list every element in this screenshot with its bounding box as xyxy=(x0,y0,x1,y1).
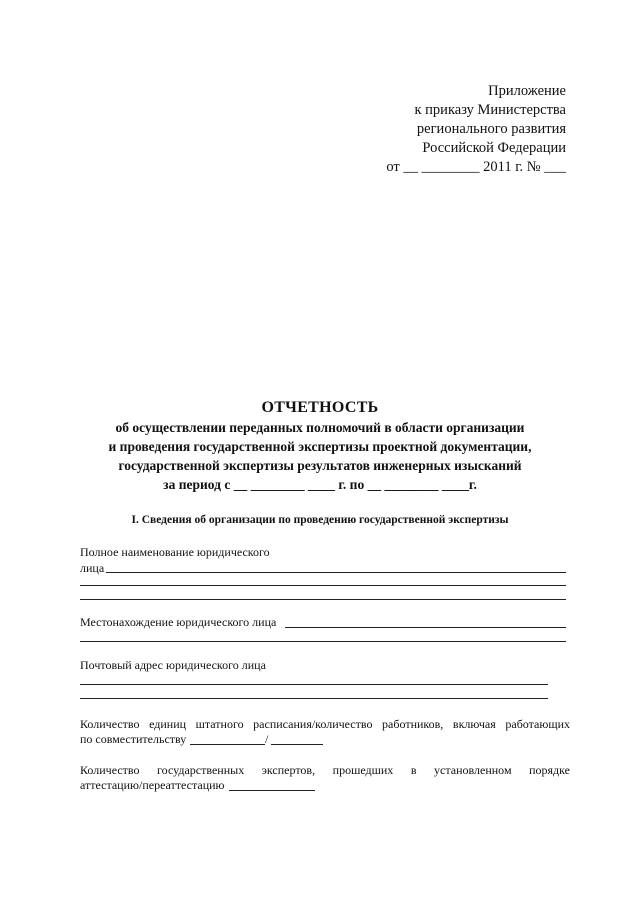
report-title: ОТЧЕТНОСТЬ xyxy=(261,399,379,416)
report-subtitle-line-3: государственной экспертизы результатов инженерных изысканий xyxy=(118,458,522,473)
full-name-input-line-2[interactable] xyxy=(80,585,566,586)
appendix-line-4: Российской Федерации xyxy=(422,140,566,156)
report-title-block xyxy=(60,398,580,494)
appendix-date-number: от __ ________ 2011 г. № ___ xyxy=(386,159,566,175)
appendix-line-3: регионального развития xyxy=(416,121,566,137)
location-label: Местонахождение юридического лица xyxy=(80,615,277,629)
full-name-label-line-1: Полное наименование юридического xyxy=(80,545,270,559)
postal-address-input-line-2[interactable] xyxy=(80,698,548,699)
appendix-line-2: к приказу Министерства xyxy=(414,102,566,118)
staff-employees-input[interactable] xyxy=(271,744,323,745)
report-period: за период с __ ________ ____ г. по __ ________ ____г. xyxy=(163,477,477,492)
staff-units-input[interactable] xyxy=(190,744,265,745)
experts-count-text: Количество государственных экспертов, прошедших в установленном порядке xyxy=(80,763,570,777)
appendix-line-1: Приложение xyxy=(488,83,566,99)
location-input-line-2[interactable] xyxy=(80,641,566,642)
postal-address-input-line-1[interactable] xyxy=(80,684,548,685)
report-subtitle-line-1: об осуществлении переданных полномочий в области организации xyxy=(115,420,525,435)
section-heading: I. Сведения об организации по проведению государственной экспертизы xyxy=(131,514,509,526)
staff-count-text-line-2: по совместительству xyxy=(80,732,187,746)
location-input-line-1[interactable] xyxy=(285,627,566,628)
full-name-input-line-3[interactable] xyxy=(80,599,566,600)
experts-count-text-line-2: аттестацию/переаттестацию xyxy=(80,778,225,792)
staff-count-text: Количество единиц штатного расписания/количество работников, включая работающих xyxy=(80,717,570,731)
full-name-input-line-1[interactable] xyxy=(106,572,566,573)
postal-address-label: Почтовый адрес юридического лица xyxy=(80,658,266,672)
staff-separator: / xyxy=(265,732,269,746)
full-name-label-line-2: лица xyxy=(80,561,105,575)
experts-count-input[interactable] xyxy=(229,790,315,791)
appendix-header xyxy=(306,82,566,177)
report-subtitle-line-2: и проведения государственной экспертизы проектной документации, xyxy=(108,439,532,454)
